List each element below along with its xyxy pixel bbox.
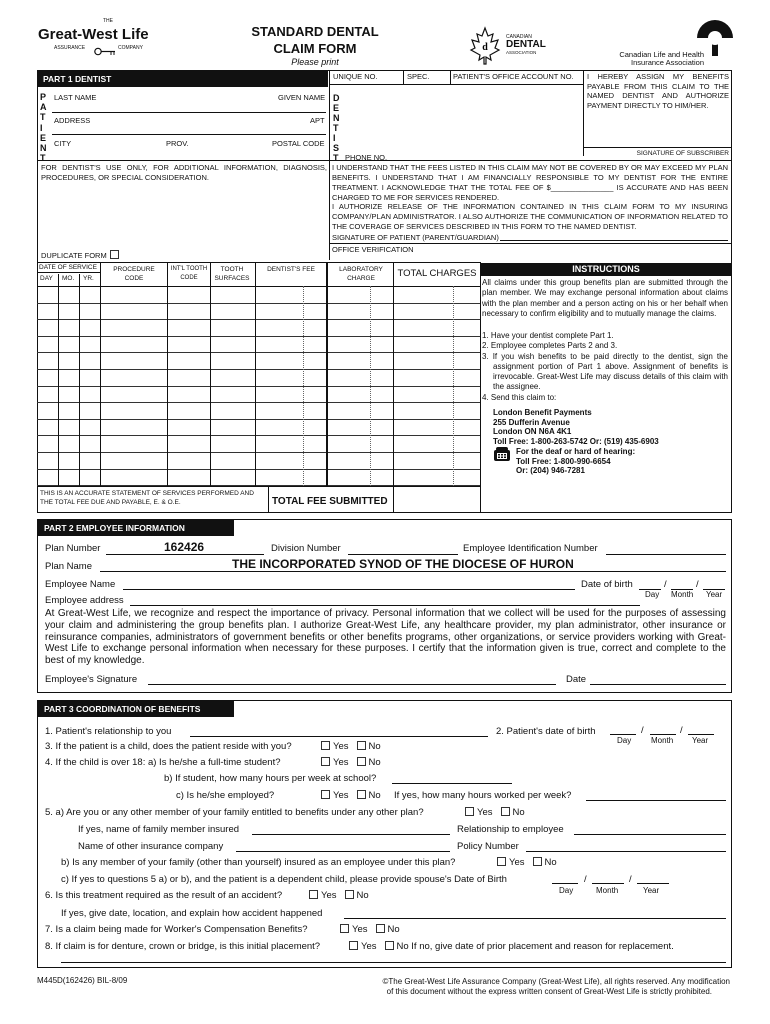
q4c-no-label: No [368,790,381,801]
please-print: Please print [291,57,339,67]
q5c-month-label: Month [596,886,619,895]
q2-day-field[interactable] [610,734,636,735]
signature-date-label: Date [566,674,587,685]
part2-header [38,520,234,536]
service-table-col-line [453,286,454,486]
q3-label: 3. If the patient is a child, does the patient reside with you? [45,741,292,752]
q7-yes-label: Yes [352,924,368,935]
assign-text: I HEREBY ASSIGN MY BENEFITS PAYABLE FROM THIS CLAIM TO THE NAMED DENTIST AND AUTHORIZE PAYMENT DIRECTLY TO HIM/HER. [587,72,729,110]
q2-year-label: Year [692,736,709,745]
employee-name-label: Employee Name [45,579,116,590]
deaf-contact [516,447,635,476]
employee-id-field[interactable] [606,554,726,555]
q2-year-field[interactable] [688,734,714,735]
spec-label: SPEC. [407,72,430,81]
service-table-col-line [327,262,328,486]
service-table-col-line [100,262,101,486]
q5b-options [494,857,557,868]
q7-no-label: No [387,924,400,935]
q5-other-company-label: Name of other insurance company [78,841,224,852]
q2-day-label: Day [617,736,632,745]
plan-name-label: Plan Name [45,561,92,572]
q5c-month-field[interactable] [592,883,624,884]
q4c-options [318,790,381,801]
col-dentists-fee: DENTIST'S FEE [267,266,315,273]
col-laboratory-charge: LABORATORY CHARGE [339,266,383,282]
q4a-no-checkbox[interactable] [357,757,366,766]
instructions-title: INSTRUCTIONS [572,264,640,274]
cda-association: ASSOCIATION [506,50,537,55]
q6-followup-label: If yes, give date, location, and explain how accident happened [61,908,323,919]
q4a-yes-checkbox[interactable] [321,757,330,766]
q5b-no-label: No [544,857,557,868]
copyright-line2: of this document without the express written consent of Great-West Life is strictly prohibited. [386,987,712,996]
q5a-label: 5. a) Are you or any other member of your family entitled to benefits under any other plan? [45,807,424,818]
service-table-row-line [37,419,480,420]
q3-yes-label: Yes [333,741,349,752]
service-table-row-line [37,303,480,304]
dentist-letter: T [333,153,339,163]
q4a-yes-label: Yes [333,757,349,768]
q5c-label: c) If yes to questions 5 a) or b), and the patient is a dependent child, please provide spouse's Date of Birth [61,874,507,885]
q5c-year-field[interactable] [637,883,669,884]
service-table-col-line [79,274,80,486]
phone-icon [493,446,511,462]
q2-month-field[interactable] [650,734,676,735]
service-table-bottom-line [37,486,480,487]
q5-relationship-field[interactable] [574,834,726,835]
plan-number-label: Plan Number [45,543,101,554]
address-line: 255 Dufferin Avenue [493,417,570,427]
part2-title: PART 2 EMPLOYEE INFORMATION [44,523,185,533]
address-line: Toll Free: 1-800-263-5742 Or: (519) 435-6903 [493,436,659,446]
dentist-letter: D [333,93,340,103]
q5a-yes-checkbox[interactable] [465,807,474,816]
q4c-hours-field[interactable] [586,800,726,801]
service-table-row-line [37,369,480,370]
dob-day-label: Day [645,590,660,599]
service-table-col-line [255,262,256,486]
copyright-line1: ©The Great-West Life Assurance Company (Great-West Life), all rights reserved. Any modification [382,977,730,986]
q3-no-label: No [368,741,381,752]
apt-label: APT [310,116,325,125]
q4b-label: b) If student, how many hours per week at school? [164,773,377,784]
phone-no-label: PHONE NO. [345,153,388,162]
service-table-row-line [37,402,480,403]
gwl-logo [38,18,188,56]
q6-followup-field[interactable] [344,918,726,919]
service-table-col-line [303,286,304,486]
patient-letter: A [40,102,47,113]
employee-address-label: Employee address [45,595,124,606]
q3-yes-checkbox[interactable] [321,741,330,750]
q4b-hours-field[interactable] [392,783,512,784]
given-name-label: GIVEN NAME [278,93,326,102]
service-table-col-line [326,262,327,486]
instruction-item: 3. If you wish benefits to be paid directly to the dentist, sign the assignment portion of Part 1 above. Assignment of benefits is irrevocable. Great-West Life may discuss details of this claim with the assignee. [482,351,728,392]
q5-policy-label: Policy Number [457,841,519,852]
col-date-of-service: DATE OF SERVICE [39,264,97,271]
employee-address-field[interactable] [130,605,640,606]
part1-header [38,71,328,87]
patient-letter: I [40,122,43,133]
q6-yes-checkbox[interactable] [309,890,318,899]
gwl-name: Great-West Life [38,26,149,43]
address-label: ADDRESS [54,116,91,125]
q5c-year-label: Year [643,886,660,895]
q5a-options [462,807,525,818]
q4c-hours-label: If yes, how many hours worked per week? [394,790,572,801]
col-intl-tooth-code: INT'L TOOTH CODE [170,266,208,281]
q5a-no-label: No [512,807,525,818]
q6-options [306,890,369,901]
form-title-1: STANDARD DENTAL [251,24,379,39]
q4c-label: c) Is he/she employed? [176,790,275,801]
service-table-col-line [393,262,394,512]
q8-no-label: No [396,941,409,952]
service-table-row-line [37,386,480,387]
signature-patient-label: SIGNATURE OF PATIENT (PARENT/GUARDIAN) [332,233,499,242]
q5b-label: b) Is any member of your family (other than yourself) insured as an employee under this plan? [61,857,456,868]
q2-month-label: Month [651,736,674,745]
patient-vertical-label [40,92,50,163]
dob-month-label: Month [671,590,694,599]
date-of-birth-label: Date of birth [581,579,633,590]
patient-letter: N [40,143,47,154]
deaf-contact-line: Or: (204) 946-7281 [516,466,585,475]
service-table-row-line [37,319,480,320]
signature-subscriber-label: SIGNATURE OF SUBSCRIBER [636,150,729,157]
duplicate-form-checkbox[interactable] [110,250,119,259]
clhia-line2: Insurance Association [631,58,704,67]
total-fee-submitted: TOTAL FEE SUBMITTED [272,496,388,507]
service-table-col-line [480,262,481,512]
dob-year-label: Year [706,590,723,599]
accurate-statement: THIS IS AN ACCURATE STATEMENT OF SERVICES PERFORMED AND THE TOTAL FEE DUE AND PAYABLE, E. & O.E. [40,490,254,506]
instruction-item: 1. Have your dentist complete Part 1. [482,331,614,340]
part1-title: PART 1 DENTIST [43,74,112,84]
last-name-label: LAST NAME [54,93,97,102]
col-day: DAY [40,275,53,282]
q5-policy-field[interactable] [526,851,726,852]
cda-logo [468,26,558,70]
dentist-letter: S [333,143,340,153]
service-table-col-line [210,262,211,486]
part3-title: PART 3 COORDINATION OF BENEFITS [44,704,201,714]
gwl-the: THE [103,18,113,24]
privacy-text: At Great-West Life, we recognize and respect the importance of privacy. Personal information that we collect will be used for the purposes of assessing your claim and administering the group benefits plan. I authorize Great-West Life, any healthcare provider, my plan administrator, other insurance or reinsurance companies, administrators of government benefits or other benefits programs, other organizations, or service providers working with Great-West Life to exchange personal information when necessary for these purposes. I certify that the information given is true, correct and complete to the best of my knowledge. [45,608,726,667]
service-table-col-line [268,486,269,512]
q5a-no-checkbox[interactable] [501,807,510,816]
prov-label: PROV. [166,139,189,148]
col-total-charges: TOTAL CHARGES [397,268,477,279]
duplicate-form-label[interactable] [41,250,122,260]
q5b-yes-label: Yes [509,857,525,868]
division-number-field[interactable] [348,554,458,555]
instruction-item: 2. Employee completes Parts 2 and 3. [482,341,618,351]
employee-signature-field[interactable] [148,684,556,685]
q8-yes-label: Yes [361,941,377,952]
col-yr: YR. [83,275,94,282]
q8-no-text: If no, give date of prior placement and reason for replacement. [411,941,674,952]
patient-letter: T [40,112,46,123]
instructions-intro: All claims under this group benefits plan are submitted through the plan member. We may exchange personal information about claims with the plan member and a person acting on his or her behalf when necessary to confirm eligibility and to mutually manage the claims. [482,278,728,318]
q7-yes-checkbox[interactable] [340,924,349,933]
clhia-line1: Canadian Life and Health [619,50,704,59]
q3-no-checkbox[interactable] [357,741,366,750]
q5a-yes-label: Yes [477,807,493,818]
maple-leaf-icon [468,26,502,66]
understand-text: I UNDERSTAND THAT THE FEES LISTED IN THIS CLAIM MAY NOT BE COVERED BY OR MAY EXCEED MY PLAN BENEFITS. I UNDERSTAND THAT I AM FINANCIALLY RESPONSIBLE TO MY DENTIST FOR THE ENTIRE TREATMENT. I ACKNOWLEDGE THAT THE TOTAL FEE OF $_______________ IS ACCURATE AND HAS BEEN CHARGED TO ME FOR SERVICES RENDERED. [332,163,728,202]
q8-options [346,941,674,952]
deaf-contact-line: Toll Free: 1-800-990-6654 [516,456,611,466]
q6-label: 6. Is this treatment required as the result of an accident? [45,890,283,901]
q8-label: 8. If claim is for denture, crown or bridge, is this initial placement? [45,941,321,952]
deaf-contact-line: For the deaf or hard of hearing: [516,447,636,456]
duplicate-form-text: DUPLICATE FORM [41,251,107,260]
q1-label: 1. Patient's relationship to you [45,726,172,737]
plan-number-value[interactable]: 162426 [164,540,205,554]
unique-no-label: UNIQUE NO. [333,72,378,81]
service-table-col-line [167,262,168,486]
address-line: London Benefit Payments [493,408,592,417]
postal-code-label: POSTAL CODE [272,139,325,148]
q8-yes-checkbox[interactable] [349,941,358,950]
gwl-company: COMPANY [118,45,143,51]
service-table-col-line [58,274,59,486]
service-table-col-line [370,286,371,486]
office-account-label: PATIENT'S OFFICE ACCOUNT NO. [453,72,574,81]
employee-signature-label: Employee's Signature [45,674,138,685]
svg-text:d: d [482,42,488,53]
form-title-2: CLAIM FORM [273,41,357,56]
q5c-day-field[interactable] [552,883,578,884]
q2-label: 2. Patient's date of birth [496,726,596,737]
q4c-yes-checkbox[interactable] [321,790,330,799]
office-verification-label: OFFICE VERIFICATION [332,245,414,254]
dentist-use-text: FOR DENTIST'S USE ONLY, FOR ADDITIONAL INFORMATION, DIAGNOSIS, PROCEDURES, OR SPECIAL CONSIDERATION. [41,163,327,182]
key-icon [94,43,116,52]
col-procedure-code: PROCEDURE CODE [113,266,155,282]
employee-name-field[interactable] [123,589,575,590]
signature-date-field[interactable] [590,684,726,685]
patient-letter: E [40,132,47,143]
q5-relationship-label: Relationship to employee [457,824,564,835]
dentist-vertical-label [333,93,343,163]
service-table-row-line [37,452,480,453]
authorize-text: I AUTHORIZE RELEASE OF THE INFORMATION CONTAINED IN THIS CLAIM FORM TO MY INSURING COMPANY/PLAN ADMINISTRATOR. I ALSO AUTHORIZE THE COMMUNICATION OF INFORMATION RELATED TO THE COVERAGE OF SERVICES DESCRIBED IN THIS FORM TO THE NAMED DENTIST. [332,202,728,231]
q1-relationship-field[interactable] [190,736,488,737]
q8-reason-field[interactable] [61,962,726,963]
service-table-row-line [37,336,480,337]
cda-canadian: CANADIAN [506,34,532,40]
dentist-letter: T [333,123,339,133]
q3-options [318,741,381,752]
plan-name-value[interactable]: THE INCORPORATED SYNOD OF THE DIOCESE OF HURON [232,557,574,571]
q4a-options [318,757,381,768]
patient-letter: P [40,92,47,102]
q5-other-company-field[interactable] [236,851,450,852]
q6-no-label: No [356,890,369,901]
patient-letter: T [40,153,46,164]
q5b-yes-checkbox[interactable] [497,857,506,866]
q4c-yes-label: Yes [333,790,349,801]
q6-yes-label: Yes [321,890,337,901]
city-label: CITY [54,139,72,148]
q6-no-checkbox[interactable] [345,890,354,899]
q5-family-name-label: If yes, name of family member insured [78,824,240,835]
q5-family-name-field[interactable] [252,834,450,835]
form-code: M445D(162426) BIL-8/09 [37,976,128,985]
address-line: London ON N6A 4K1 [493,427,572,436]
dentist-letter: N [333,113,340,123]
instruction-item: 4. Send this claim to: [482,392,557,402]
division-number-label: Division Number [271,543,341,554]
q4a-no-label: No [368,757,381,768]
q8-no-checkbox[interactable] [385,941,394,950]
cda-dental: DENTAL [506,39,546,50]
part3-header [38,701,234,717]
service-table-row-line [37,352,480,353]
employee-id-label: Employee Identification Number [463,543,598,554]
col-mo: MO. [62,275,75,282]
instructions-list [482,331,728,403]
mailing-address [493,408,659,446]
dentist-letter: I [333,133,336,143]
q5c-day-label: Day [559,886,574,895]
q7-label: 7. Is a claim being made for Worker's Compensation Benefits? [45,924,308,935]
service-table-row-line [37,435,480,436]
q4a-label: 4. If the child is over 18: a) Is he/she a full-time student? [45,757,281,768]
service-table-row-line [37,469,480,470]
col-tooth-surfaces: TOOTH SURFACES [214,266,250,282]
q7-no-checkbox[interactable] [376,924,385,933]
instructions-header [480,263,732,276]
gwl-assurance: ASSURANCE [54,45,86,51]
dentist-letter: E [333,103,340,113]
q5b-no-checkbox[interactable] [533,857,542,866]
q7-options [337,924,400,935]
q4c-no-checkbox[interactable] [357,790,366,799]
